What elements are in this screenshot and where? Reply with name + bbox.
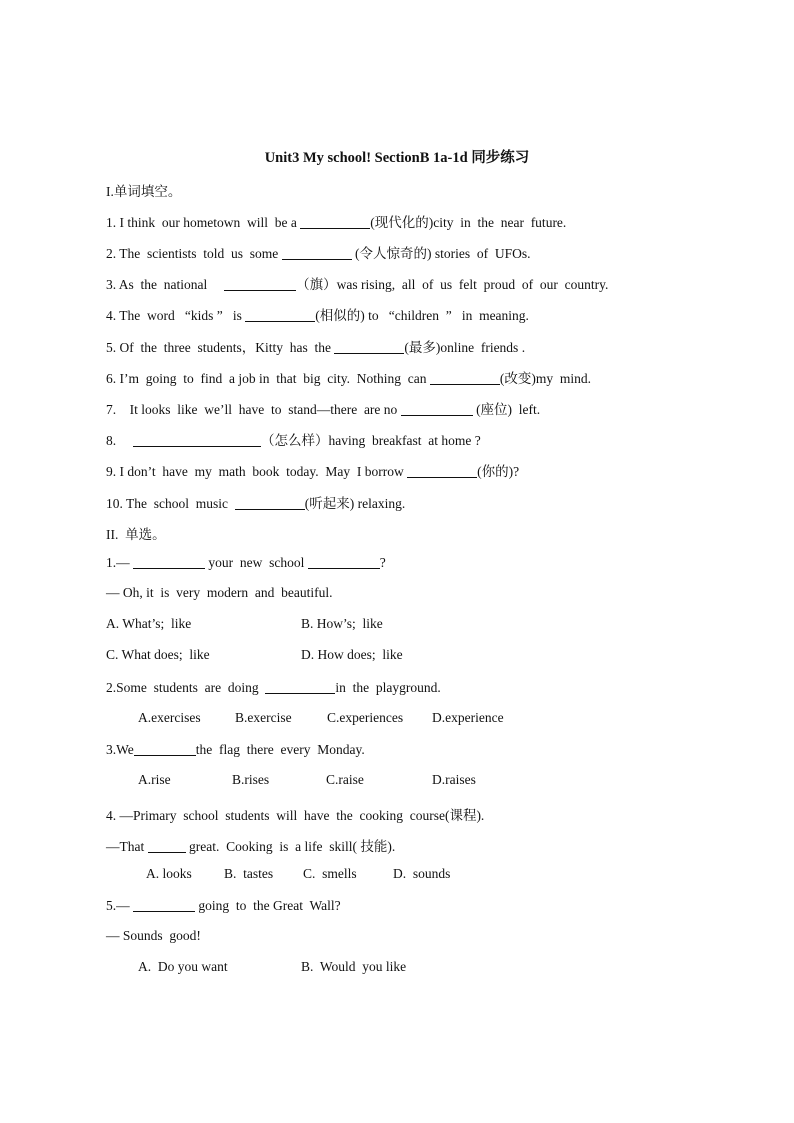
s2-q3-option-d: D.raises: [432, 772, 476, 787]
page-title: Unit3 My school! SectionB 1a-1d 同步练习: [264, 150, 530, 166]
s2-question-4-response: —That great. Cooking is a life skill( 技能).: [106, 839, 396, 854]
s2-question-2: 2.Some students are doing in the playground.: [106, 680, 441, 695]
s2-q1-option-b: B. How’s; like: [301, 616, 383, 631]
s2-q2-option-b: B.exercise: [235, 710, 292, 725]
s2-q4-option-c: C. smells: [303, 866, 357, 881]
answer-blank: [334, 339, 404, 354]
s2-question-5-response: — Sounds good!: [106, 928, 201, 943]
s1-question-4: 4. The word “kids ” is (相似的) to “children ” in meaning.: [106, 308, 529, 323]
answer-blank: [235, 495, 305, 510]
s2-q5-option-b: B. Would you like: [301, 959, 407, 974]
answer-blank: [430, 370, 500, 385]
s2-q5-option-a: A. Do you want: [138, 959, 228, 974]
answer-blank: [300, 214, 370, 229]
section1-heading: I.单词填空。: [106, 184, 182, 199]
s2-q2-option-a: A.exercises: [138, 710, 201, 725]
answer-blank: [282, 245, 352, 260]
answer-blank: [265, 679, 335, 694]
answer-blank: [134, 741, 196, 756]
s2-q2-option-d: D.experience: [432, 710, 504, 725]
s2-question-4: 4. —Primary school students will have the cooking course(课程).: [106, 808, 485, 823]
s2-q4-option-b: B. tastes: [224, 866, 274, 881]
s1-question-1: 1. I think our hometown will be a (现代化的)city in the near future.: [106, 215, 567, 230]
answer-blank: [133, 432, 261, 447]
answer-blank: [133, 897, 195, 912]
answer-blank: [133, 554, 205, 569]
s2-q1-option-c: C. What does; like: [106, 647, 210, 662]
answer-blank: [224, 276, 296, 291]
s1-question-3: 3. As the national （旗）was rising, all of us felt proud of our country.: [106, 277, 609, 292]
answer-blank: [148, 838, 186, 853]
s1-question-2: 2. The scientists told us some (令人惊奇的) stories of UFOs.: [106, 246, 531, 261]
answer-blank: [401, 401, 473, 416]
s2-question-1: 1.— your new school ?: [106, 555, 386, 570]
s2-q2-option-c: C.experiences: [327, 710, 404, 725]
s2-q3-option-c: C.raise: [326, 772, 364, 787]
s2-q1-option-d: D. How does; like: [301, 647, 403, 662]
s2-q3-option-a: A.rise: [138, 772, 171, 787]
s2-q3-option-b: B.rises: [232, 772, 270, 787]
s1-question-7: 7. It looks like we’ll have to stand—there are no (座位) left.: [106, 402, 541, 417]
s2-question-5: 5.— going to the Great Wall?: [106, 898, 341, 913]
s2-q1-option-a: A. What’s; like: [106, 616, 192, 631]
s2-question-1-response: — Oh, it is very modern and beautiful.: [106, 585, 333, 600]
s1-question-8: 8. （怎么样）having breakfast at home ?: [106, 433, 481, 448]
s1-question-6: 6. I’m going to find a job in that big city. Nothing can (改变)my mind.: [106, 371, 591, 386]
answer-blank: [308, 554, 380, 569]
s2-q4-option-d: D. sounds: [393, 866, 451, 881]
s2-question-3: 3.We the flag there every Monday.: [106, 742, 365, 757]
s1-question-9: 9. I don’t have my math book today. May I borrow (你的)?: [106, 464, 520, 479]
s2-q4-option-a: A. looks: [146, 866, 192, 881]
answer-blank: [245, 307, 315, 322]
s1-question-5: 5. Of the three students，Kitty has the (最多)online friends .: [106, 340, 526, 355]
section2-heading: II. 单选。: [106, 527, 166, 542]
answer-blank: [407, 463, 477, 478]
s1-question-10: 10. The school music (听起来) relaxing.: [106, 496, 406, 511]
